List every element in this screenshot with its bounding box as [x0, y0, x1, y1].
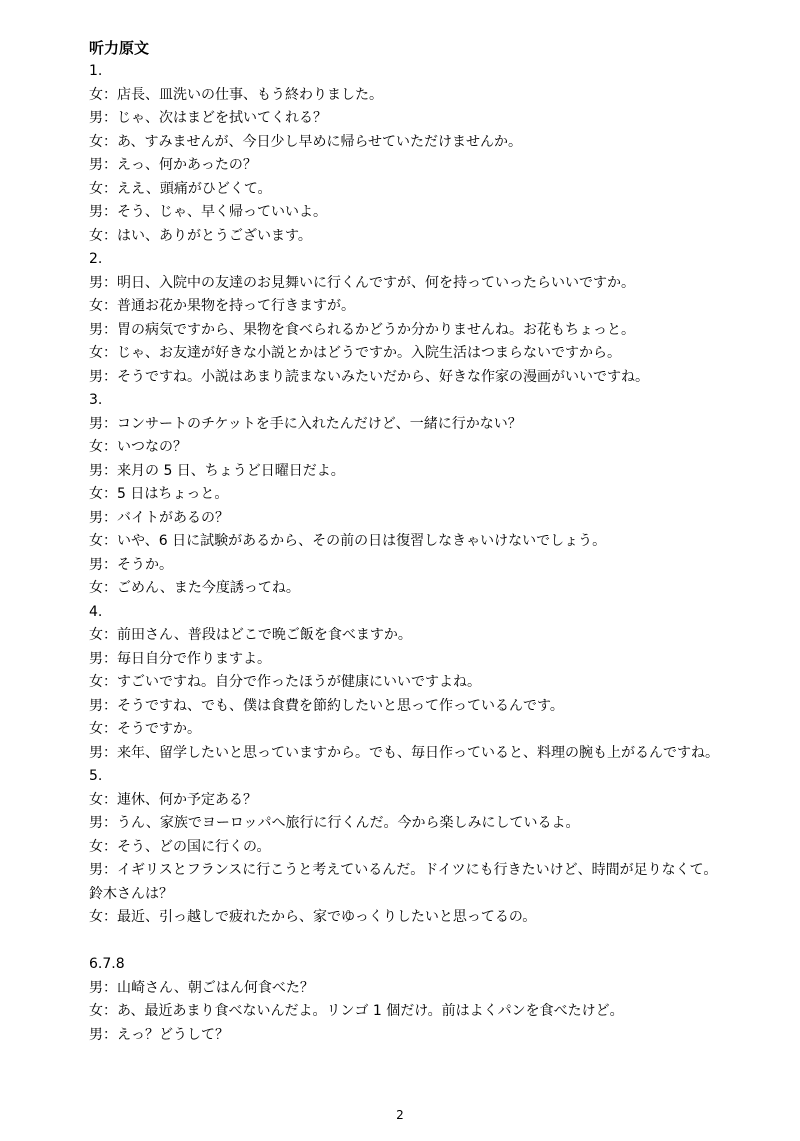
- transcript-sections: [89, 60, 729, 1047]
- dialogue-line: 男：うん、家族でヨーロッパへ旅行に行くんだ。今から楽しみにしているよ。: [89, 815, 580, 831]
- dialogue-line: 男：毎日自分で作りますよ。: [89, 650, 271, 667]
- dialogue-line: 女：そうですか。: [89, 721, 201, 737]
- dialogue-line: 女：はい、ありがとうございます。: [89, 227, 312, 244]
- dialogue-line: 女：連休、何か予定ある？: [89, 791, 257, 808]
- section-number: 1.: [89, 63, 103, 79]
- dialogue-line: 女：いつなの？: [89, 439, 187, 455]
- section-number: 4.: [89, 603, 103, 620]
- dialogue-line: 女：ええ、頭痛がひどくて。: [89, 180, 272, 197]
- dialogue-line: 男：山崎さん、朝ごはん何食べた？: [89, 979, 314, 996]
- document-title: 听力原文: [89, 39, 150, 57]
- dialogue-line: 女：そう、どの国に行くの。: [89, 838, 271, 855]
- dialogue-line: 女：あ、すみませんが、今日少し早めに帰らせていただけませんか。: [89, 133, 523, 150]
- dialogue-line: 男：そうですね、でも、僕は食費を節約したいと思って作っているんです。: [89, 697, 564, 714]
- dialogue-section: [89, 953, 729, 1047]
- dialogue-section: [89, 60, 729, 248]
- dialogue-section: [89, 248, 729, 389]
- dialogue-line: 男：そうか。: [89, 556, 173, 573]
- dialogue-line: 男：明日、入院中の友達のお見舞いに行くんですが、何を持っていったらいいですか。: [89, 274, 635, 291]
- dialogue-line: 男：胃の病気ですから、果物を食べられるかどうか分かりませんね。お花もちょっと。: [89, 321, 635, 338]
- dialogue-line: 男：そうですね。小説はあまり読まないみたいだから、好きな作家の漫画がいいですね。: [89, 368, 649, 385]
- section-spacer: [89, 930, 729, 954]
- dialogue-line: 女：すごいですね。自分で作ったほうが健康にいいですよね。: [89, 674, 481, 690]
- dialogue-line: 男：イギリスとフランスに行こうと考えているんだ。ドイツにも行きたいけど、時間が足りなくて。鈴木さんは？: [89, 862, 718, 902]
- dialogue-line: 男：コンサートのチケットを手に入れたんだけど、一緒に行かない？: [89, 415, 522, 432]
- dialogue-line: 男：バイトがあるの？: [89, 509, 229, 526]
- dialogue-line: 女：店長、皿洗いの仕事、もう終わりました。: [89, 86, 383, 103]
- dialogue-line: 女：5 日はちょっと。: [89, 486, 229, 502]
- dialogue-line: 女：普通お花か果物を持って行きますが。: [89, 298, 355, 314]
- section-number: 3.: [89, 392, 103, 408]
- dialogue-line: 男：じゃ、次はまどを拭いてくれる？: [89, 110, 327, 126]
- dialogue-line: 女：前田さん、普段はどこで晩ご飯を食べますか。: [89, 627, 412, 643]
- dialogue-line: 男：えっ？どうして？: [89, 1026, 229, 1043]
- dialogue-line: 女：ごめん、また今度誘ってね。: [89, 580, 300, 596]
- section-number: 5.: [89, 768, 103, 784]
- dialogue-line: 女：じゃ、お友達が好きな小説とかはどうですか。入院生活はつまらないですから。: [89, 345, 621, 361]
- dialogue-section: [89, 765, 729, 930]
- dialogue-line: 女：あ、最近あまり食べないんだよ。リンゴ 1 個だけ。前はよくパンを食べたけど。: [89, 1003, 624, 1019]
- dialogue-section: [89, 601, 729, 766]
- dialogue-line: 男：来年、留学したいと思っていますから。でも、毎日作っていると、料理の腕も上がるんですね。: [89, 744, 719, 761]
- section-number: 6.7.8: [89, 956, 125, 972]
- dialogue-line: 男：えっ、何かあったの？: [89, 157, 257, 173]
- dialogue-line: 女：いや、6 日に試験があるから、その前の日は復習しなきゃいけないでしょう。: [89, 533, 607, 549]
- section-number: 2.: [89, 251, 103, 267]
- dialogue-line: 男：そう、じゃ、早く帰っていいよ。: [89, 204, 327, 220]
- page-number: 2: [396, 1108, 404, 1122]
- dialogue-line: 女：最近、引っ越しで疲れたから、家でゆっくりしたいと思ってるの。: [89, 909, 537, 925]
- transcript-page: [89, 36, 729, 1047]
- dialogue-section: [89, 389, 729, 601]
- dialogue-line: 男：来月の 5 日、ちょうど日曜日だよ。: [89, 462, 345, 479]
